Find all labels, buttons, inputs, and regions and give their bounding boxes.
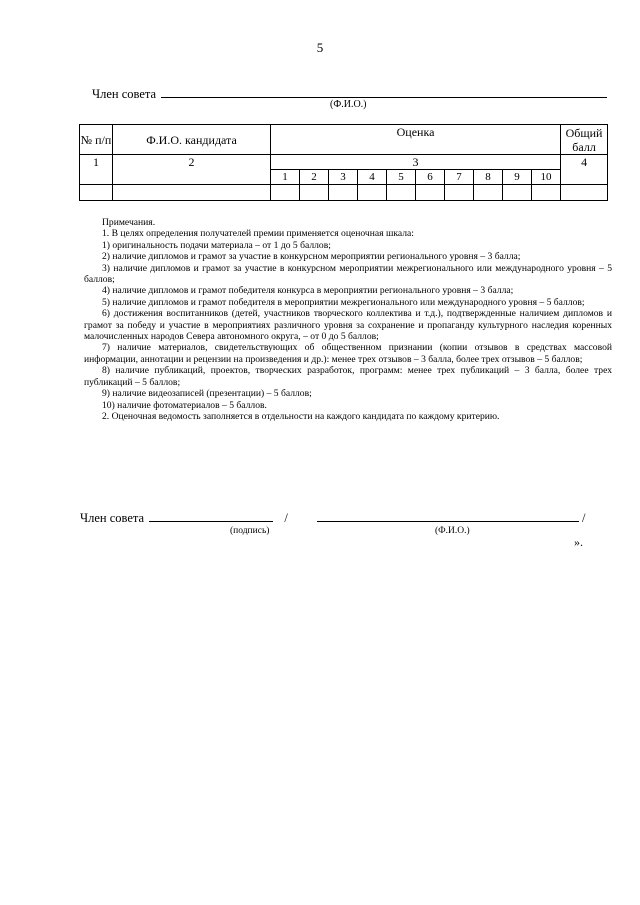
signature-block — [80, 510, 620, 536]
cell-fio[interactable] — [113, 185, 271, 201]
score-sub-8: 8 — [474, 170, 503, 185]
fio-slash: / — [582, 511, 586, 525]
score-sub-6: 6 — [416, 170, 445, 185]
cell-score-5[interactable] — [387, 185, 416, 201]
note-item: 2. Оценочная ведомость заполняется в отдельности на каждого кандидата по каждому критерию. — [102, 410, 500, 422]
cell-score-6[interactable] — [416, 185, 445, 201]
notes-block — [84, 217, 612, 422]
score-sub-9: 9 — [503, 170, 532, 185]
note-item: 9) наличие видеозаписей (презентации) – 5 баллов; — [102, 388, 312, 400]
note-item: 8) наличие публикаций, проектов, творческих разработок, программ: менее трех публикаций – 3 балла, более трех публикаций – 5 баллов; — [84, 365, 612, 388]
header-total: Общий балл — [561, 125, 608, 155]
score-table — [79, 124, 608, 201]
cell-score-10[interactable] — [532, 185, 561, 201]
header-fio: Ф.И.О. кандидата — [113, 125, 271, 155]
signature-slash: / — [284, 511, 288, 525]
header-score: Оценка — [271, 125, 561, 155]
score-sub-10: 10 — [532, 170, 561, 185]
table-header-row — [80, 125, 608, 155]
score-sub-2: 2 — [300, 170, 329, 185]
note-item: 3) наличие дипломов и грамот за участие в конкурсном мероприятии межрегионального или международного уровня – 5 баллов; — [84, 262, 612, 286]
note-item: 7) наличие материалов, свидетельствующих об общественном признании (копии отзывов в средствах массовой информации, аннотации и рецензии на произведения и др.): менее трех отзывов – 3 балла, более трех отзывов – 5 баллов; — [84, 342, 612, 365]
note-item: 4) наличие дипломов и грамот победителя конкурса в мероприятии регионального уровня – 3 балла; — [102, 285, 514, 297]
signature-caption: (подпись) — [230, 526, 270, 536]
cell-score-3[interactable] — [329, 185, 358, 201]
note-item: 5) наличие дипломов и грамот победителя в мероприятии межрегионального или международного уровня – 5 баллов; — [102, 296, 585, 308]
closing-quote: ». — [574, 535, 583, 549]
colnum-1: 1 — [80, 155, 113, 185]
member-name-line — [161, 86, 607, 98]
cell-total[interactable] — [561, 185, 608, 201]
note-item: 6) достижения воспитанников (детей, участников творческого коллектива и т.д.), подтвержденные наличием дипломов и грамот за победу и участие в мероприятиях различного уровня за сохранение и пропаганду культурного наследия коренных малочисленных народов Севера автономного округа, – от 0 до 5 баллов; — [84, 308, 612, 343]
fio-line[interactable] — [317, 510, 579, 522]
cell-score-9[interactable] — [503, 185, 532, 201]
table-row-empty — [80, 185, 608, 201]
notes-title: Примечания. — [102, 217, 156, 228]
note-item: 10) наличие фотоматериалов – 5 баллов. — [102, 399, 267, 411]
signature-member-label: Член совета — [80, 511, 145, 525]
cell-num[interactable] — [80, 185, 113, 201]
signature-fio-caption: (Ф.И.О.) — [435, 526, 470, 536]
cell-score-8[interactable] — [474, 185, 503, 201]
cell-score-2[interactable] — [300, 185, 329, 201]
column-number-row — [80, 155, 608, 170]
page-number: 5 — [316, 40, 324, 55]
cell-score-4[interactable] — [358, 185, 387, 201]
score-sub-7: 7 — [445, 170, 474, 185]
score-sub-4: 4 — [358, 170, 387, 185]
cell-score-7[interactable] — [445, 185, 474, 201]
score-sub-5: 5 — [387, 170, 416, 185]
colnum-2: 2 — [113, 155, 271, 185]
score-sub-3: 3 — [329, 170, 358, 185]
signature-line[interactable] — [149, 510, 273, 522]
score-sub-1: 1 — [271, 170, 300, 185]
note-item: 2) наличие дипломов и грамот за участие в конкурсном мероприятии регионального уровня – 3 балла; — [102, 251, 521, 263]
header-num: № п/п — [80, 125, 113, 155]
fio-caption-top: (Ф.И.О.) — [330, 99, 367, 110]
note-item: 1. В целях определения получателей премии применяется оценочная шкала: — [102, 228, 414, 240]
cell-score-1[interactable] — [271, 185, 300, 201]
signature-row — [80, 510, 620, 526]
note-item: 1) оригинальность подачи материала – от 1 до 5 баллов; — [102, 239, 331, 251]
member-label: Член совета — [92, 87, 157, 101]
colnum-3: 3 — [271, 155, 561, 170]
colnum-4: 4 — [561, 155, 608, 185]
